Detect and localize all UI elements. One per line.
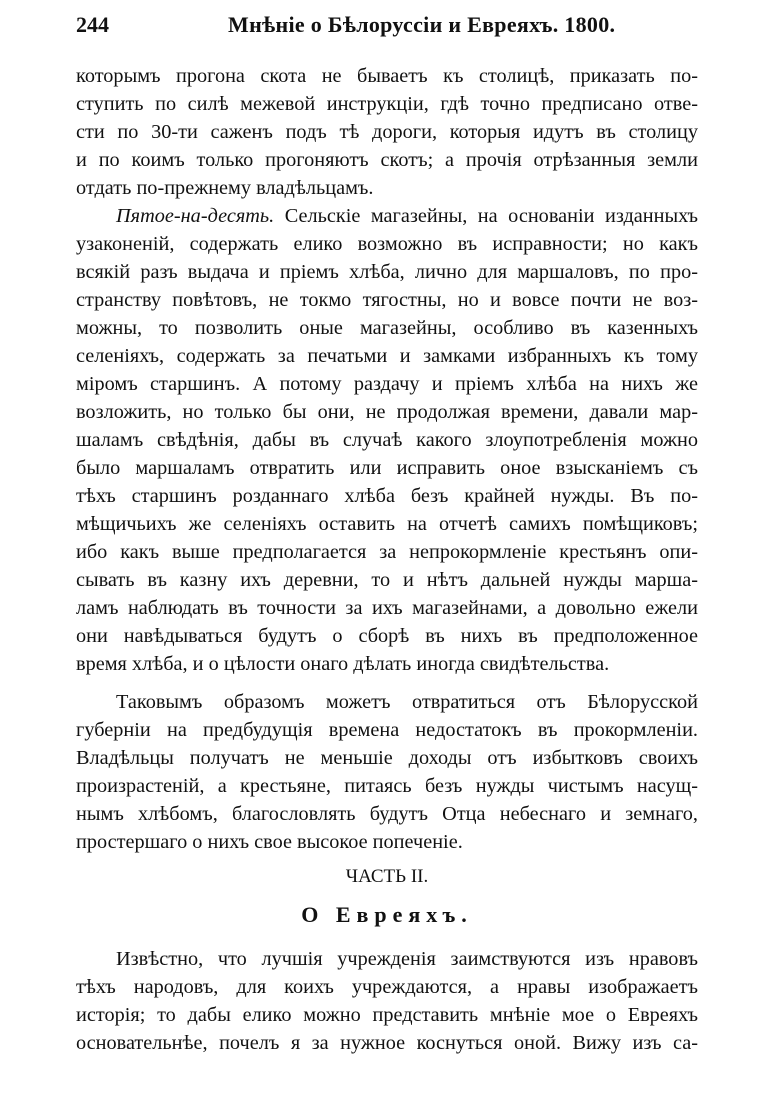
text-line: можны, то позволить оные магазейны, особливо въ казенныхъ bbox=[76, 317, 698, 339]
text-line: тѣхъ старшинъ розданнаго хлѣба безъ крайней нужды. Въ по- bbox=[76, 485, 698, 507]
text-line: основательнѣе, почелъ я за нужное коснуться оной. Вижу изъ са- bbox=[76, 1032, 698, 1054]
text-line: ступить по силѣ межевой инструкцiи, гдѣ точно предписано отве- bbox=[76, 93, 698, 115]
text-line: мѣщичьихъ же селенiяхъ оставить на отчетѣ самихъ помѣщиковъ; bbox=[76, 513, 698, 535]
text-line: шаламъ свѣдѣнiя, дабы въ случаѣ какого злоупотребленiя можно bbox=[76, 429, 698, 451]
section-title: О Евреяхъ. bbox=[301, 902, 473, 927]
text-line: узаконенiй, содержать елико возможно въ исправности; но какъ bbox=[76, 233, 698, 255]
text-line: всякiй разъ выдача и прiемъ хлѣба, лично для маршаловъ, по про- bbox=[76, 261, 698, 283]
text-line: губернiи на предбудущiя времена недостатокъ въ прокормленiи. bbox=[76, 719, 698, 741]
text-line: сывать въ казну ихъ деревни, то и нѣтъ дальней нужды марша- bbox=[76, 569, 698, 591]
body-text-part2 bbox=[76, 945, 698, 1057]
text-line-rest: Сельскiе магазейны, на основанiи изданныхъ bbox=[274, 205, 698, 227]
paragraph-1 bbox=[76, 62, 698, 202]
text-line: нымъ хлѣбомъ, благословлять будутъ Отца небеснаго и земнаго, bbox=[76, 803, 698, 825]
text-line: было маршаламъ отвратить или исправить оное взысканiемъ съ bbox=[76, 457, 698, 479]
paragraph-lead: Пятое-на-десять. bbox=[116, 205, 275, 227]
text-line: они навѣдываться будутъ о сборѣ въ нихъ въ предположенное bbox=[76, 625, 698, 647]
paragraph-4 bbox=[76, 945, 698, 1057]
text-line: странству повѣтовъ, не токмо тягостны, но и вовсе почти не воз- bbox=[76, 289, 698, 311]
text-line: отдать по-прежнему владѣльцамъ. bbox=[76, 177, 374, 199]
part-heading: ЧАСТЬ II. bbox=[345, 866, 429, 887]
page-header bbox=[76, 10, 696, 44]
text-line: Владѣльцы получатъ не меньшiе доходы отъ избытковъ своихъ bbox=[76, 747, 698, 769]
text-line: ламъ наблюдать въ точности за ихъ магазейнами, а довольно ежели bbox=[76, 597, 698, 619]
text-line: произрастенiй, а крестьяне, питаясь безъ нужды чистымъ насущ- bbox=[76, 775, 698, 797]
text-line bbox=[76, 202, 698, 230]
text-line: Таковымъ образомъ можетъ отвратиться отъ Бѣлорусской bbox=[116, 691, 698, 713]
text-line: время хлѣба, и о цѣлости онаго дѣлать иногда свидѣтельства. bbox=[76, 653, 610, 675]
body-text-part1 bbox=[76, 62, 698, 856]
text-line: селенiяхъ, содержать за печатьми и замками избранныхъ къ тому bbox=[76, 345, 698, 367]
text-line: возложить, но только бы они, не продолжая времени, давали мар- bbox=[76, 401, 698, 423]
text-line: сти по 30-ти саженъ подъ тѣ дороги, которыя идутъ въ столицу bbox=[76, 121, 698, 143]
text-line: мiромъ старшинъ. А потому раздачу и прiемъ хлѣба на нихъ же bbox=[76, 373, 698, 395]
running-title: Мнѣнiе о Бѣлоруссiи и Евреяхъ. 1800. bbox=[228, 12, 616, 37]
text-line: тѣхъ народовъ, для коихъ учреждаются, а нравы изображаетъ bbox=[76, 976, 698, 998]
text-line: и по коимъ только прогоняютъ скотъ; а прочiя отрѣзанныя земли bbox=[76, 149, 698, 171]
text-line: ибо какъ выше предполагается за непрокормленiе крестьянъ опи- bbox=[76, 541, 698, 563]
text-line: которымъ прогона скота не бываетъ къ столицѣ, приказать по- bbox=[76, 65, 698, 87]
paragraph-2 bbox=[76, 202, 698, 678]
text-line: Извѣстно, что лучшiя учрежденiя заимствуются изъ нравовъ bbox=[116, 948, 698, 970]
text-line: простершаго о нихъ свое высокое попеченiе. bbox=[76, 831, 463, 853]
paragraph-3 bbox=[76, 688, 698, 856]
page-number: 244 bbox=[76, 12, 109, 37]
text-line: исторiя; то дабы елико можно представить мнѣнiе мое о Евреяхъ bbox=[76, 1004, 698, 1026]
